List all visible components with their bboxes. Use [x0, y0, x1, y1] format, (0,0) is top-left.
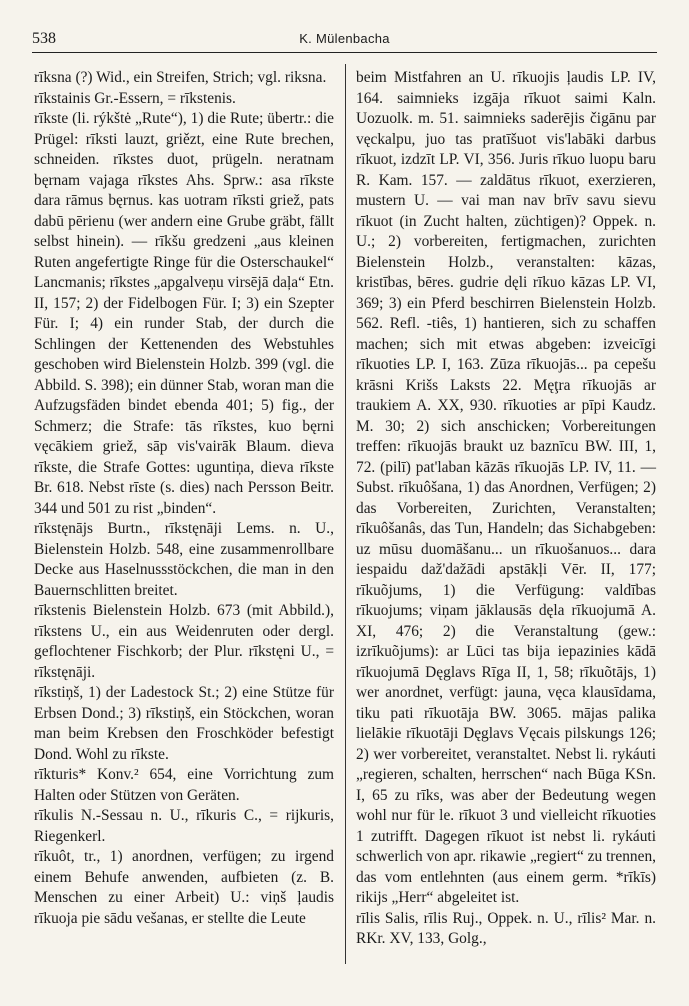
entry-rikstenis: rīkstenis Bielenstein Holzb. 673 (mit Abbild.), rīkstens U., ein aus Weidenruten oder dergl. geflochtener Fischkorb; der Plur. rīkstęni U., = rīkstęnāji. [34, 602, 334, 681]
page-number: 538 [32, 30, 56, 47]
entry-riksna: rīksna (?) Wid., ein Streifen, Strich; vgl. riksna. [34, 69, 327, 86]
entry-rikuot: rīkuôt, tr., 1) anordnen, verfügen; zu irgend einem Behufe anwenden, aufbieten (z. B. Menschen zu einer Arbeit) U.: viņš ļaudis rīkuoja pie sādu vešanas, er stellte die Leute [34, 848, 334, 927]
page-header [32, 30, 657, 53]
running-head: K. Mülenbacha [299, 31, 390, 46]
entry-rikturis: rīkturis* Konv.² 654, eine Vorrichtung zum Halten oder Stützen von Geräten. [34, 766, 334, 804]
entry-rilis: rīlis Salis, rīlis Ruj., Oppek. n. U., rīlis² Mar. n. RKr. XV, 133, Golg., [356, 909, 656, 947]
column-divider [345, 64, 346, 964]
entry-rikste: rīkste (li. rýkštė „Rute“), 1) die Rute; übertr.: die Prügel: rīksti lauzt, griězt, eine Rute brechen, schneiden. rīkstes duot, prügeln. neratnam bęrnam vajaga rīkstes Ahs. Sprw.: asa rīkste dara rāmus bęrnus. kas uotram rīksti griež, pats dabū pērienu (wer andern eine Grube gräbt, fällt selbst hinein). — rīkšu gredzeni „aus kleinen Ruten angefertigte Ringe für die Osterschaukel“ Lancmanis; rīkstes „apgalveņu virsējā daļa“ Etn. II, 157; 2) der Fidelbogen Für. I; 3) ein Szepter Für. I; 4) ein runder Stab, der durch die Schlingen der Kettenenden des Webstuhles geschoben wird Bielenstein Holzb. 399 (vgl. die Abbild. S. 398); ein dünner Stab, woran man die Aufzugsfäden bindet ebenda 401; 5) fig., der Schmerz; die Strafe: tās rīkstes, kuo bęrni vęcākiem griež, sāp vis'vairāk Blaum. dieva rīkste, die Strafe Gottes: uguntiņa, dieva rīkste Br. 618. Nebst rīste (s. dies) nach Persson Beitr. 344 und 501 zu rist „binden“. [34, 110, 335, 517]
entry-rikstins: rīkstiņš, 1) der Ladestock St.; 2) eine Stütze für Erbsen Dond.; 3) rīkstiņš, ein Stöckchen, woran man beim Krebsen den Froschköder befestigt Dond. Wohl zu rīkste. [34, 684, 334, 763]
entry-rikulis: rīkulis N.-Sessau n. U., rīkuris C., = rijkuris, Riegenkerl. [34, 807, 334, 845]
right-column [356, 68, 656, 950]
entry-rikuot-continued: beim Mistfahren an U. rīkuojis ļaudis LP. IV, 164. saimnieks izgāja rīkuot saimi Kaln. Uozuolk. m. 51. saimnieks saderējis čigānu par vęckalpu, juo tas pratīšuot vis'labāki darbus rīkuot, izdzīt LP. VI, 356. Juris rīkuo luopu baru R. Kam. 157. — zaldātus rīkuot, exerzieren, mustern U. — vai man nav brīv savu sievu rīkuot (in Zucht halten, züchtigen)? Oppek. n. U.; 2) vorbereiten, fertigmachen, zurichten Bielenstein Holzb., veranstalten: kāzas, kristības, bēres. gudrie dęli rīkuo kāzas LP. VI, 369; 3) ein Pferd beschirren Bielenstein Holzb. 562. Refl. -tiês, 1) hantieren, sich zu schaffen machen; sich mit etwas abgeben: izveicīgi rīkuoties LP. I, 163. Zūza rīkuojās... pa cepešu krāsni Krišs Laksts 22. Męţra rīkuojās ar traukiem A. XX, 930. rīkuoties ar pīpi Kaudz. M. 30; 2) sich anschicken; Vorbereitungen treffen: rīkuojās braukt uz baznīcu BW. III, 1, 72. (pilī) pat'laban kāzās rīkuojās LP. IV, 11. — Subst. rīkuôšana, 1) das Anordnen, Verfügen; 2) das Vorbereiten, Zurichten, Veranstalten; rīkuôšanâs, das Tun, Handeln; das Sichabgeben: uz mūsu duomāšanu... un rīkuošanuos... dara iespaidu daž'dažādi apstākļi Vēr. II, 177; rīkuõjums, 1) die Verfügung: valdības rīkuojums; viņam jāklausās dęla rīkuojumā A. XI, 476; 2) die Veranstaltung (gew.: izrīkuõjums): ar Lūci tas bija iepazinies kādā rīkuojumā Dęglavs Rīga II, 1, 58; rīkuõtājs, 1) wer anordnet, verfügt: jauna, vęca klausīdama, tiku pati rīkuotāja BW. 3065. mājas palika lielākie rīkuotāji Dęglavs Vęcais pilskungs 126; 2) wer vorbereitet, veranstaltet. Nebst li. rykáuti „regieren, schalten, herrschen“ nach Būga KSn. I, 65 zu rīks, was aber der Bedeutung wegen wohl nur für le. rīkuot 3 und vielleicht rīkuoties 1 zutrifft. Dagegen rīkuot ist nebst li. rykáuti schwerlich von apr. rikawie „regiert“ zu trennen, das vom entlehnten (aus einem germ. *rīkīs) rikijs „Herr“ abgeleitet ist. [356, 69, 656, 906]
entry-rikstenajs: rīkstęnājs Burtn., rīkstęnāji Lems. n. U., Bielenstein Holzb. 548, eine zusammenrollbare Decke aus Haselnussstöckchen, die man in den Bauernschlitten breitet. [34, 520, 334, 599]
entry-rikstainis: rīkstainis Gr.-Essern, = rīkstenis. [34, 89, 236, 107]
left-column [34, 68, 334, 929]
